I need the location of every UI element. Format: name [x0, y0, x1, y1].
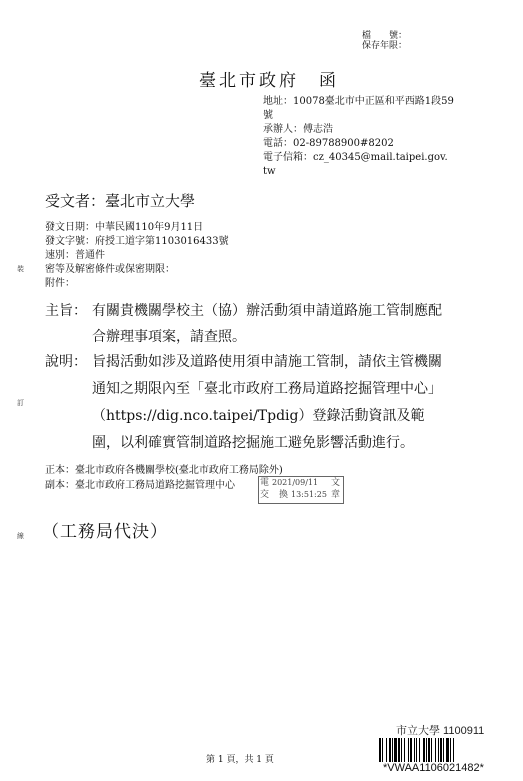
barcode-bar	[404, 738, 405, 762]
binding-mark-ding: 訂	[17, 399, 24, 407]
barcode-bar	[431, 738, 432, 762]
binding-mark-zhuang: 裝	[17, 265, 24, 273]
page-number: 第 1 頁，共 1 頁	[206, 755, 274, 765]
file-number-label: 檔 號：	[362, 31, 408, 41]
stamp-char: 文	[331, 478, 341, 488]
barcode-bar	[419, 738, 420, 762]
explanation-line-1: 旨揭活動如涉及道路使用須申請施工管制，請依主管機關	[92, 354, 442, 370]
stamp-date: 2021/09/11	[272, 478, 319, 487]
attachment: 附件：	[45, 278, 75, 289]
document-number: 發文字號：府授工道字第1103016433號	[45, 236, 229, 247]
barcode	[379, 738, 495, 762]
document-title: 臺北市政府 函	[199, 71, 339, 91]
recipient: 受文者：臺北市立大學	[45, 192, 196, 210]
barcode-bar	[392, 738, 393, 762]
secrecy-level: 密等及解密條件或保密期限：	[45, 264, 175, 275]
retention-period-label: 保存年限：	[362, 41, 408, 51]
copy-recipients: 副本：臺北市政府工務局道路挖掘管理中心	[45, 480, 235, 491]
explanation-label: 說明：	[45, 354, 87, 370]
stamp-time: 13:51:25	[291, 490, 327, 499]
barcode-bar	[394, 738, 397, 762]
barcode-bar	[379, 738, 381, 762]
barcode-bar	[453, 738, 454, 762]
subject-label: 主旨：	[45, 303, 87, 319]
barcode-bar	[398, 738, 400, 762]
barcode-text: *VWAA1106021482*	[383, 762, 484, 774]
phone: 電話：02-89788900#8202	[263, 138, 394, 149]
explanation-line-3: （https://dig.nco.taipei/Tpdig）登錄活動資訊及範	[92, 408, 425, 424]
main-recipients: 正本：臺北市政府各機關學校(臺北市政府工務局除外)	[45, 465, 283, 476]
address: 地址：10078臺北市中正區和平西路1段59	[263, 96, 454, 107]
email-continued: tw	[263, 166, 276, 177]
barcode-bar	[435, 738, 436, 762]
stamp-char: 交	[260, 490, 270, 500]
issue-date: 發文日期：中華民國110年9月11日	[45, 222, 204, 233]
delegation-note: （工務局代決）	[42, 522, 168, 542]
explanation-line-4: 圍，以利確實管制道路挖掘施工避免影響活動進行。	[92, 435, 414, 451]
stamp-char: 換	[279, 490, 289, 500]
email: 電子信箱：cz_40345@mail.taipei.gov.	[263, 152, 448, 163]
address-continued: 號	[263, 110, 273, 121]
explanation-line-2: 通知之期限內至「臺北市政府工務局道路挖掘管理中心」	[92, 381, 442, 397]
delivery-speed: 速別：普通件	[45, 250, 105, 261]
barcode-bar	[408, 738, 409, 762]
barcode-bar	[446, 738, 449, 762]
barcode-bar	[438, 738, 439, 762]
stamp-char: 電	[260, 478, 270, 488]
binding-mark-xian: 線	[17, 532, 24, 540]
subject-line-1: 有關貴機關學校主（協）辦活動須申請道路施工管制應配	[92, 303, 442, 319]
barcode-bar	[389, 738, 391, 762]
barcode-bar	[414, 738, 415, 762]
barcode-bar	[450, 738, 451, 762]
barcode-bar	[426, 738, 427, 762]
receiver-stamp: 市立大學 1100911	[396, 725, 485, 737]
barcode-bar	[386, 738, 387, 762]
barcode-bar	[401, 738, 402, 762]
barcode-bar	[416, 738, 417, 762]
barcode-bar	[428, 738, 430, 762]
subject-line-2: 合辦理事項案，請查照。	[92, 329, 246, 345]
barcode-bar	[423, 738, 425, 762]
barcode-bar	[382, 738, 383, 762]
officer: 承辦人：傅志浩	[263, 124, 333, 135]
electronic-exchange-stamp	[258, 476, 344, 504]
stamp-char: 章	[331, 490, 341, 500]
barcode-bar	[440, 738, 442, 762]
barcode-bar	[443, 738, 444, 762]
barcode-bar	[410, 738, 412, 762]
